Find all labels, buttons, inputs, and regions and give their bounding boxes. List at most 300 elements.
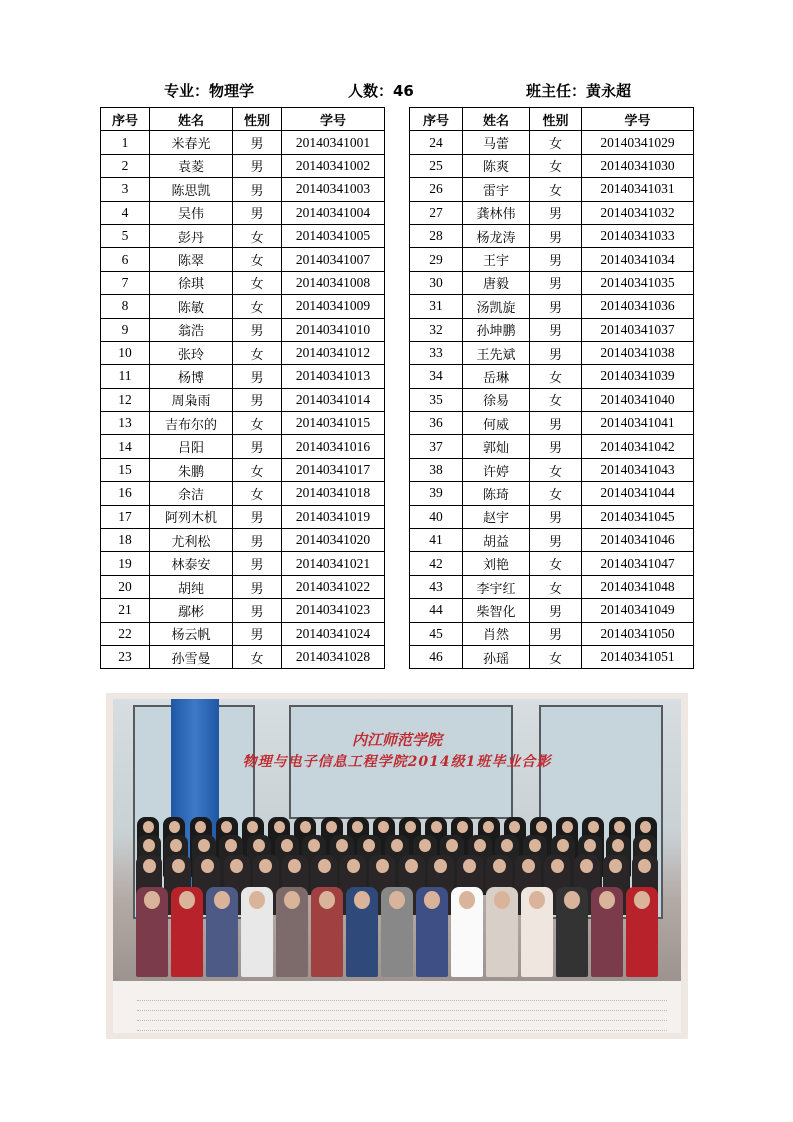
teacher-figure bbox=[276, 887, 308, 977]
student-index: 19 bbox=[101, 552, 150, 575]
face bbox=[509, 821, 520, 833]
roster-table-right bbox=[409, 107, 694, 669]
table-row bbox=[410, 599, 694, 622]
student-gender: 男 bbox=[233, 529, 282, 552]
table-row bbox=[410, 178, 694, 201]
face bbox=[143, 821, 154, 833]
student-gender: 男 bbox=[530, 295, 582, 318]
teacher-figure bbox=[451, 887, 483, 977]
student-id: 20140341005 bbox=[282, 224, 385, 247]
student-index: 32 bbox=[410, 318, 463, 341]
student-id: 20140341003 bbox=[282, 178, 385, 201]
student-index: 14 bbox=[101, 435, 150, 458]
student-name: 徐易 bbox=[463, 388, 530, 411]
student-name: 陈翠 bbox=[150, 248, 233, 271]
face bbox=[352, 821, 363, 833]
student-gender: 男 bbox=[233, 318, 282, 341]
column-header: 姓名 bbox=[463, 108, 530, 131]
student-gender: 男 bbox=[530, 341, 582, 364]
student-id: 20140341046 bbox=[582, 529, 694, 552]
teacher-figure bbox=[381, 887, 413, 977]
face bbox=[588, 821, 599, 833]
student-gender: 男 bbox=[530, 271, 582, 294]
student-gender: 男 bbox=[530, 224, 582, 247]
face bbox=[557, 839, 569, 852]
student-name: 吕阳 bbox=[150, 435, 233, 458]
student-gender: 男 bbox=[233, 388, 282, 411]
student-name: 赵宇 bbox=[463, 505, 530, 528]
face bbox=[434, 859, 447, 873]
table-row bbox=[101, 622, 385, 645]
table-row bbox=[101, 435, 385, 458]
table-row bbox=[410, 482, 694, 505]
table-row bbox=[410, 341, 694, 364]
student-index: 36 bbox=[410, 412, 463, 435]
table-row bbox=[101, 341, 385, 364]
student-name: 杨龙涛 bbox=[463, 224, 530, 247]
table-row bbox=[101, 201, 385, 224]
teacher-figure bbox=[311, 887, 343, 977]
student-name: 郭灿 bbox=[463, 435, 530, 458]
face bbox=[474, 839, 486, 852]
student-index: 46 bbox=[410, 645, 463, 668]
student-index: 35 bbox=[410, 388, 463, 411]
face bbox=[318, 859, 331, 873]
table-header-row bbox=[101, 108, 385, 131]
face bbox=[483, 821, 494, 833]
student-gender: 男 bbox=[530, 248, 582, 271]
student-gender: 女 bbox=[233, 412, 282, 435]
teacher-figure bbox=[241, 887, 273, 977]
student-name: 李宇红 bbox=[463, 575, 530, 598]
student-index: 5 bbox=[101, 224, 150, 247]
column-header: 序号 bbox=[410, 108, 463, 131]
face bbox=[179, 891, 195, 909]
table-row bbox=[410, 271, 694, 294]
student-id: 20140341010 bbox=[282, 318, 385, 341]
face bbox=[172, 859, 185, 873]
student-name: 柴智化 bbox=[463, 599, 530, 622]
face bbox=[391, 839, 403, 852]
graduates-group bbox=[133, 817, 661, 977]
student-index: 8 bbox=[101, 295, 150, 318]
student-id: 20140341009 bbox=[282, 295, 385, 318]
student-name: 周枭雨 bbox=[150, 388, 233, 411]
face bbox=[284, 891, 300, 909]
student-gender: 男 bbox=[233, 435, 282, 458]
student-gender: 男 bbox=[530, 318, 582, 341]
student-name: 鄢彬 bbox=[150, 599, 233, 622]
table-row bbox=[410, 201, 694, 224]
student-name: 孙瑶 bbox=[463, 645, 530, 668]
face bbox=[431, 821, 442, 833]
table-row bbox=[410, 435, 694, 458]
column-header: 性别 bbox=[530, 108, 582, 131]
student-gender: 女 bbox=[233, 645, 282, 668]
face bbox=[221, 821, 232, 833]
student-index: 40 bbox=[410, 505, 463, 528]
table-row bbox=[410, 529, 694, 552]
student-id: 20140341041 bbox=[582, 412, 694, 435]
student-gender: 女 bbox=[530, 388, 582, 411]
student-index: 16 bbox=[101, 482, 150, 505]
student-id: 20140341024 bbox=[282, 622, 385, 645]
caption-line-2 bbox=[137, 1001, 667, 1011]
face bbox=[214, 891, 230, 909]
student-index: 22 bbox=[101, 622, 150, 645]
student-index: 45 bbox=[410, 622, 463, 645]
table-row bbox=[101, 529, 385, 552]
face bbox=[378, 821, 389, 833]
teacher-figure bbox=[521, 887, 553, 977]
table-row bbox=[101, 388, 385, 411]
student-id: 20140341002 bbox=[282, 154, 385, 177]
student-id: 20140341048 bbox=[582, 575, 694, 598]
table-row bbox=[410, 412, 694, 435]
student-name: 阿列木机 bbox=[150, 505, 233, 528]
student-id: 20140341021 bbox=[282, 552, 385, 575]
teacher-figure bbox=[591, 887, 623, 977]
student-name: 张玲 bbox=[150, 341, 233, 364]
table-row bbox=[410, 224, 694, 247]
face bbox=[319, 891, 335, 909]
face bbox=[376, 859, 389, 873]
table-row bbox=[410, 295, 694, 318]
face bbox=[143, 859, 156, 873]
student-id: 20140341031 bbox=[582, 178, 694, 201]
student-gender: 女 bbox=[530, 154, 582, 177]
face bbox=[584, 839, 596, 852]
student-name: 林泰安 bbox=[150, 552, 233, 575]
face bbox=[144, 891, 160, 909]
student-id: 20140341013 bbox=[282, 365, 385, 388]
class-header bbox=[100, 80, 693, 104]
student-name: 何威 bbox=[463, 412, 530, 435]
table-row bbox=[410, 622, 694, 645]
face bbox=[170, 839, 182, 852]
table-row bbox=[410, 131, 694, 154]
student-id: 20140341037 bbox=[582, 318, 694, 341]
student-id: 20140341019 bbox=[282, 505, 385, 528]
face bbox=[389, 891, 405, 909]
student-index: 3 bbox=[101, 178, 150, 201]
student-id: 20140341036 bbox=[582, 295, 694, 318]
face bbox=[640, 821, 651, 833]
teacher-figure bbox=[626, 887, 658, 977]
table-row bbox=[410, 154, 694, 177]
student-gender: 男 bbox=[233, 622, 282, 645]
student-gender: 女 bbox=[530, 645, 582, 668]
table-row bbox=[101, 224, 385, 247]
student-name: 陈思凯 bbox=[150, 178, 233, 201]
student-gender: 女 bbox=[530, 552, 582, 575]
student-id: 20140341030 bbox=[582, 154, 694, 177]
table-row bbox=[410, 388, 694, 411]
teacher-figure bbox=[416, 887, 448, 977]
student-index: 38 bbox=[410, 458, 463, 481]
student-id: 20140341049 bbox=[582, 599, 694, 622]
student-gender: 男 bbox=[530, 435, 582, 458]
student-gender: 女 bbox=[233, 341, 282, 364]
student-index: 26 bbox=[410, 178, 463, 201]
face bbox=[529, 839, 541, 852]
student-name: 吉布尔的 bbox=[150, 412, 233, 435]
student-id: 20140341012 bbox=[282, 341, 385, 364]
face bbox=[609, 859, 622, 873]
teacher-figure bbox=[346, 887, 378, 977]
caption-line-4 bbox=[137, 1021, 667, 1031]
class-advisor: 班主任：黄永超 bbox=[526, 82, 632, 100]
teacher-figure bbox=[136, 887, 168, 977]
student-index: 12 bbox=[101, 388, 150, 411]
face bbox=[419, 839, 431, 852]
student-gender: 男 bbox=[530, 529, 582, 552]
student-name: 肖然 bbox=[463, 622, 530, 645]
student-count: 人数：46 bbox=[348, 82, 414, 100]
student-name: 王宇 bbox=[463, 248, 530, 271]
face bbox=[638, 859, 651, 873]
student-id: 20140341035 bbox=[582, 271, 694, 294]
student-name: 朱鹏 bbox=[150, 458, 233, 481]
student-index: 27 bbox=[410, 201, 463, 224]
student-gender: 女 bbox=[233, 224, 282, 247]
student-index: 34 bbox=[410, 365, 463, 388]
table-row bbox=[410, 575, 694, 598]
student-gender: 男 bbox=[233, 575, 282, 598]
student-index: 30 bbox=[410, 271, 463, 294]
table-row bbox=[101, 599, 385, 622]
face bbox=[143, 839, 155, 852]
table-row bbox=[101, 131, 385, 154]
teacher-figure bbox=[556, 887, 588, 977]
student-name: 杨云帆 bbox=[150, 622, 233, 645]
student-gender: 男 bbox=[233, 505, 282, 528]
face bbox=[494, 891, 510, 909]
table-row bbox=[410, 458, 694, 481]
table-row bbox=[101, 295, 385, 318]
student-gender: 男 bbox=[233, 154, 282, 177]
student-id: 20140341028 bbox=[282, 645, 385, 668]
student-index: 25 bbox=[410, 154, 463, 177]
student-index: 17 bbox=[101, 505, 150, 528]
student-name: 陈琦 bbox=[463, 482, 530, 505]
student-id: 20140341033 bbox=[582, 224, 694, 247]
graduation-photo bbox=[106, 693, 688, 1039]
face bbox=[446, 839, 458, 852]
photo-title-class: 物理与电子信息工程学院2014级1班毕业合影 bbox=[242, 754, 552, 770]
student-index: 6 bbox=[101, 248, 150, 271]
table-row bbox=[101, 365, 385, 388]
table-row bbox=[101, 505, 385, 528]
table-row bbox=[101, 271, 385, 294]
student-index: 18 bbox=[101, 529, 150, 552]
student-name: 胡纯 bbox=[150, 575, 233, 598]
table-row bbox=[101, 575, 385, 598]
student-id: 20140341007 bbox=[282, 248, 385, 271]
student-index: 28 bbox=[410, 224, 463, 247]
student-name: 马蕾 bbox=[463, 131, 530, 154]
face bbox=[551, 859, 564, 873]
student-name: 杨博 bbox=[150, 365, 233, 388]
student-name: 刘艳 bbox=[463, 552, 530, 575]
student-name: 徐琪 bbox=[150, 271, 233, 294]
student-id: 20140341034 bbox=[582, 248, 694, 271]
face bbox=[614, 821, 625, 833]
student-gender: 女 bbox=[530, 482, 582, 505]
student-id: 20140341032 bbox=[582, 201, 694, 224]
face bbox=[599, 891, 615, 909]
student-id: 20140341014 bbox=[282, 388, 385, 411]
student-index: 13 bbox=[101, 412, 150, 435]
student-id: 20140341023 bbox=[282, 599, 385, 622]
student-gender: 男 bbox=[233, 552, 282, 575]
face bbox=[274, 821, 285, 833]
photo-scene bbox=[113, 699, 681, 1033]
student-name: 袁菱 bbox=[150, 154, 233, 177]
student-gender: 女 bbox=[233, 458, 282, 481]
student-gender: 女 bbox=[233, 295, 282, 318]
table-header-row bbox=[410, 108, 694, 131]
student-gender: 男 bbox=[530, 622, 582, 645]
face bbox=[259, 859, 272, 873]
face bbox=[457, 821, 468, 833]
table-row bbox=[101, 318, 385, 341]
face bbox=[201, 859, 214, 873]
column-header: 序号 bbox=[101, 108, 150, 131]
student-gender: 男 bbox=[530, 599, 582, 622]
table-row bbox=[410, 645, 694, 668]
student-index: 11 bbox=[101, 365, 150, 388]
face bbox=[564, 891, 580, 909]
table-row bbox=[410, 505, 694, 528]
caption-line-3 bbox=[137, 1011, 667, 1021]
face bbox=[459, 891, 475, 909]
face bbox=[198, 839, 210, 852]
face bbox=[501, 839, 513, 852]
face bbox=[424, 891, 440, 909]
table-row bbox=[101, 458, 385, 481]
student-index: 29 bbox=[410, 248, 463, 271]
student-index: 2 bbox=[101, 154, 150, 177]
student-id: 20140341045 bbox=[582, 505, 694, 528]
student-id: 20140341020 bbox=[282, 529, 385, 552]
teacher-figure bbox=[171, 887, 203, 977]
student-index: 15 bbox=[101, 458, 150, 481]
face bbox=[612, 839, 624, 852]
student-index: 41 bbox=[410, 529, 463, 552]
student-name: 胡益 bbox=[463, 529, 530, 552]
student-id: 20140341016 bbox=[282, 435, 385, 458]
face bbox=[580, 859, 593, 873]
student-name: 翁浩 bbox=[150, 318, 233, 341]
table-row bbox=[101, 178, 385, 201]
student-gender: 女 bbox=[233, 482, 282, 505]
photo-title-school: 内江师范学院 bbox=[351, 731, 442, 749]
student-gender: 男 bbox=[530, 505, 582, 528]
student-gender: 女 bbox=[530, 365, 582, 388]
student-gender: 男 bbox=[233, 131, 282, 154]
table-row bbox=[101, 154, 385, 177]
student-id: 20140341004 bbox=[282, 201, 385, 224]
teacher-figure bbox=[486, 887, 518, 977]
student-name: 陈爽 bbox=[463, 154, 530, 177]
face bbox=[326, 821, 337, 833]
table-row bbox=[101, 645, 385, 668]
face bbox=[363, 839, 375, 852]
student-index: 44 bbox=[410, 599, 463, 622]
student-name: 岳琳 bbox=[463, 365, 530, 388]
student-name: 雷宇 bbox=[463, 178, 530, 201]
student-name: 孙坤鹏 bbox=[463, 318, 530, 341]
student-index: 9 bbox=[101, 318, 150, 341]
face bbox=[308, 839, 320, 852]
face bbox=[522, 859, 535, 873]
table-row bbox=[410, 318, 694, 341]
student-id: 20140341042 bbox=[582, 435, 694, 458]
caption-strip bbox=[113, 981, 681, 1033]
student-gender: 女 bbox=[530, 575, 582, 598]
face bbox=[281, 839, 293, 852]
student-id: 20140341015 bbox=[282, 412, 385, 435]
face bbox=[493, 859, 506, 873]
student-id: 20140341050 bbox=[582, 622, 694, 645]
face bbox=[529, 891, 545, 909]
face bbox=[562, 821, 573, 833]
face bbox=[225, 839, 237, 852]
student-gender: 女 bbox=[233, 248, 282, 271]
student-name: 米春光 bbox=[150, 131, 233, 154]
student-index: 24 bbox=[410, 131, 463, 154]
face bbox=[405, 821, 416, 833]
table-row bbox=[410, 248, 694, 271]
student-gender: 男 bbox=[530, 412, 582, 435]
student-index: 23 bbox=[101, 645, 150, 668]
table-row bbox=[410, 365, 694, 388]
student-index: 21 bbox=[101, 599, 150, 622]
student-gender: 女 bbox=[233, 271, 282, 294]
student-name: 余洁 bbox=[150, 482, 233, 505]
student-name: 吴伟 bbox=[150, 201, 233, 224]
face bbox=[247, 821, 258, 833]
face bbox=[536, 821, 547, 833]
student-index: 37 bbox=[410, 435, 463, 458]
student-id: 20140341008 bbox=[282, 271, 385, 294]
table-row bbox=[101, 248, 385, 271]
caption-line-1 bbox=[137, 991, 667, 1001]
student-index: 7 bbox=[101, 271, 150, 294]
column-header: 性别 bbox=[233, 108, 282, 131]
student-id: 20140341022 bbox=[282, 575, 385, 598]
student-name: 汤凯旋 bbox=[463, 295, 530, 318]
student-gender: 男 bbox=[233, 599, 282, 622]
face bbox=[463, 859, 476, 873]
column-header: 姓名 bbox=[150, 108, 233, 131]
face bbox=[634, 891, 650, 909]
student-name: 王先斌 bbox=[463, 341, 530, 364]
major-label: 专业：物理学 bbox=[164, 82, 255, 100]
roster-table-left bbox=[100, 107, 385, 669]
student-index: 43 bbox=[410, 575, 463, 598]
face bbox=[300, 821, 311, 833]
student-id: 20140341001 bbox=[282, 131, 385, 154]
student-name: 陈敏 bbox=[150, 295, 233, 318]
teacher-figure bbox=[206, 887, 238, 977]
student-id: 20140341018 bbox=[282, 482, 385, 505]
face bbox=[347, 859, 360, 873]
student-id: 20140341017 bbox=[282, 458, 385, 481]
student-name: 孙雪曼 bbox=[150, 645, 233, 668]
face bbox=[288, 859, 301, 873]
